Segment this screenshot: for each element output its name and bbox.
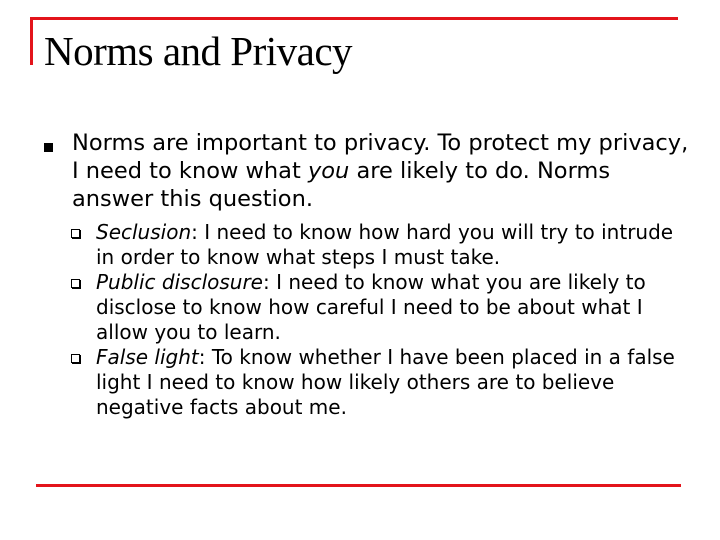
sub-point-false-light <box>70 345 690 420</box>
main-point-tail: are likely to do. Norms answer this question. <box>72 158 611 212</box>
title-rule-horizontal <box>30 17 678 20</box>
title-rule-vertical <box>30 17 33 65</box>
main-point-lead: Norms are important to privacy. To protect my privacy, I need to know what <box>72 130 689 184</box>
sub-point-term: Seclusion <box>96 220 192 244</box>
main-point <box>72 129 692 213</box>
sub-point-text: : To know whether I have been placed in a false light I need to know how likely others are to believe negative facts about me. <box>96 345 675 419</box>
sub-point-text: : I need to know what you are likely to disclose to know how careful I need to be about what I allow you to learn. <box>96 270 646 344</box>
square-bullet-icon <box>44 143 53 152</box>
sub-point-text: : I need to know how hard you will try to intrude in order to know what steps I must take. <box>96 220 674 269</box>
hollow-square-bullet-icon <box>71 279 80 288</box>
sub-point-term: False light <box>96 345 199 369</box>
sub-point-seclusion <box>70 220 690 270</box>
main-point-emphasis: you <box>307 158 350 184</box>
sub-point-public-disclosure <box>70 270 690 345</box>
hollow-square-bullet-icon <box>71 229 80 238</box>
slide-title: Norms and Privacy <box>44 28 353 74</box>
hollow-square-bullet-icon <box>71 354 80 363</box>
sub-point-list <box>70 220 690 420</box>
sub-point-term: Public disclosure <box>96 270 263 294</box>
footer-rule <box>36 484 681 487</box>
